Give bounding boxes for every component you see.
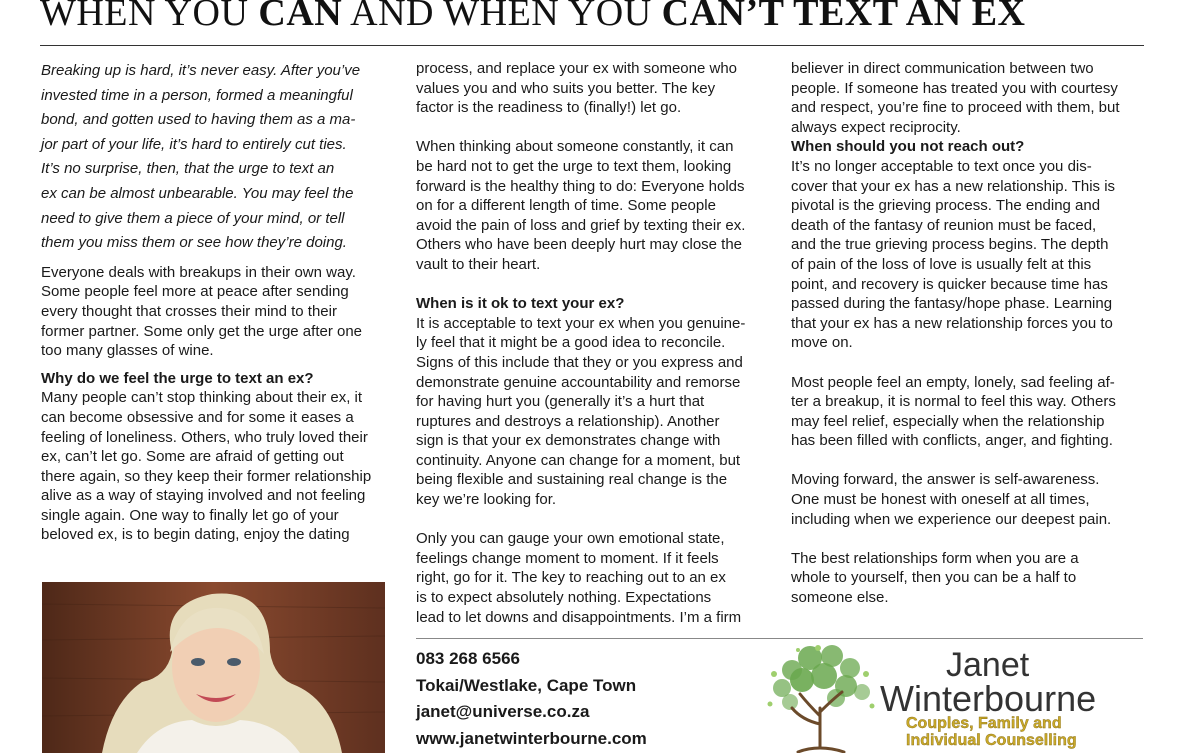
text-line: has been filled with conflicts, anger, and fighting. (791, 432, 1113, 450)
article-column-1 (41, 59, 391, 545)
text-line: for having hurt you (generally it’s a hurt that (416, 393, 705, 411)
logo-wordmark (762, 644, 1182, 753)
text-line: may feel relief, especially when the relationship (791, 412, 1105, 430)
text-line: ter a breakup, it is normal to feel this way. Others (791, 393, 1116, 411)
text-line: whole to yourself, then you can be a half to (791, 569, 1077, 587)
website-link[interactable]: www.janetwinterbourne.com (416, 728, 647, 748)
body-paragraph (416, 59, 768, 118)
text-line: forward is the healthy thing to do: Everyone holds (416, 177, 745, 195)
body-paragraph (416, 529, 768, 627)
location: Tokai/Westlake, Cape Town (416, 675, 637, 695)
text-line: sign is that your ex demonstrates change with (416, 432, 721, 450)
text-line: right, go for it. The key to reaching out to an ex (416, 569, 726, 587)
body-paragraph (416, 137, 768, 274)
author-photo (42, 582, 385, 753)
intro-line: jor part of your life, it’s hard to entirely cut ties. (41, 135, 347, 153)
intro-line: invested time in a person, formed a meaningful (41, 86, 353, 104)
intro-line: them you miss them or see how they’re doing. (41, 234, 347, 252)
logo-tagline-1: Couples, Family and (906, 715, 1062, 732)
text-line: and respect, you’re fine to proceed with them, but (791, 99, 1120, 117)
logo-tagline-2: Individual Counselling (906, 732, 1077, 749)
text-line: of pain of the loss of love is usually felt at this (791, 255, 1092, 273)
intro-line: It’s no surprise, then, that the urge to text an (41, 160, 335, 178)
text-line: there again, so they keep their former relationship (41, 467, 372, 485)
headline-rule (40, 45, 1144, 46)
text-line: former partner. Some only get the urge after one (41, 322, 363, 340)
text-line: always expect reciprocity. (791, 118, 961, 136)
text-line: on for a different length of time. Some people (416, 197, 716, 215)
text-line: cover that your ex has a new relationship. This is (791, 177, 1116, 195)
headline-part-4: CAN’T TEXT AN EX (661, 0, 1026, 34)
text-line: that your ex has a new relationship forces you to (791, 314, 1113, 332)
headline-part-1: WHEN YOU (40, 0, 259, 34)
text-line: and the true grieving process begins. The depth (791, 236, 1109, 254)
headline-part-2: CAN (258, 0, 343, 34)
text-line: passed during the fantasy/hope phase. Learning (791, 295, 1113, 313)
body-paragraph (41, 263, 391, 361)
text-line: The best relationships form when you are a (791, 549, 1079, 567)
text-line: avoid the pain of loss and grief by texting their ex. (416, 216, 746, 234)
text-line: feeling of loneliness. Others, who truly loved their (41, 428, 368, 446)
text-line: ruptures and destroys a relationship). Another (416, 412, 720, 430)
intro-line: Breaking up is hard, it’s never easy. After you’ve (41, 62, 361, 79)
article-headline (40, 0, 1150, 34)
text-line: including when we experience our deepest pain. (791, 510, 1112, 528)
text-line: can become obsessive and for some it eases a (41, 408, 354, 426)
article-column-3 (791, 59, 1143, 608)
text-line: values you and who suits you better. The key (416, 79, 716, 97)
intro-line: need to give them a piece of your mind, or tell (41, 209, 345, 227)
text-line: beloved ex, is to begin dating, enjoy the dating (41, 526, 350, 544)
text-line: point, and recovery is quicker because time has (791, 275, 1108, 293)
text-line: Most people feel an empty, lonely, sad feeling af- (791, 373, 1115, 391)
intro-line: bond, and gotten used to having them as a ma- (41, 111, 356, 129)
portrait-photo-icon (42, 582, 385, 753)
section-heading: When should you not reach out? (791, 138, 1025, 156)
text-line: people. If someone has treated you with courtesy (791, 79, 1118, 97)
text-line: death of the fantasy of reunion must be faced, (791, 216, 1097, 234)
text-line: lead to let downs and disappointments. I’m a firm (416, 608, 742, 626)
contact-block (416, 646, 746, 752)
body-paragraph (791, 549, 1143, 608)
logo-first-name: Janet (946, 646, 1030, 684)
text-line: Some people feel more at peace after sending (41, 283, 349, 301)
text-line: alive as a way of staying involved and not feeling (41, 487, 366, 505)
article-column-2 (416, 59, 768, 627)
text-line: key we’re looking for. (416, 491, 557, 509)
text-line: factor is the readiness to (finally!) let go. (416, 99, 682, 117)
logo-last-name: Winterbourne (880, 678, 1097, 719)
text-line: feelings change moment to moment. If it feels (416, 549, 719, 567)
text-line: pivotal is the grieving process. The ending and (791, 197, 1101, 215)
text-line: Everyone deals with breakups in their own way. (41, 263, 356, 281)
text-line: Many people can’t stop thinking about their ex, it (41, 389, 363, 407)
body-paragraph (791, 373, 1143, 451)
email-link[interactable]: janet@universe.co.za (416, 702, 590, 721)
text-line: continuity. Anyone can change for a moment, but (416, 451, 741, 469)
phone-number: 083 268 6566 (416, 649, 520, 668)
section-heading: When is it ok to text your ex? (416, 295, 625, 313)
text-line: Signs of this include that they or you express and (416, 353, 743, 371)
text-line: ex, can’t let go. Some are afraid of getting out (41, 448, 344, 466)
intro-line: ex can be almost unbearable. You may feel the (41, 184, 354, 202)
body-paragraph (791, 470, 1143, 529)
text-line: When thinking about someone constantly, it can (416, 138, 734, 156)
text-line: every thought that crosses their mind to their (41, 302, 337, 320)
body-paragraph (791, 157, 1143, 353)
text-line: It’s no longer acceptable to text once you dis- (791, 157, 1092, 175)
text-line: It is acceptable to text your ex when you genuine- (416, 314, 746, 332)
text-line: vault to their heart. (416, 255, 541, 273)
text-line: be hard not to get the urge to text them, looking (416, 157, 732, 175)
text-line: move on. (791, 334, 853, 352)
text-line: Others who have been deeply hurt may close the (416, 236, 743, 254)
text-line: someone else. (791, 589, 889, 607)
text-line: believer in direct communication between two (791, 60, 1094, 77)
body-paragraph (416, 314, 768, 510)
counsellor-logo (762, 644, 1182, 753)
section-heading: Why do we feel the urge to text an ex? (41, 369, 314, 387)
text-line: One must be honest with oneself at all times, (791, 491, 1090, 509)
text-line: single again. One way to finally let go of your (41, 506, 339, 524)
text-line: Only you can gauge your own emotional state, (416, 530, 725, 548)
text-line: Moving forward, the answer is self-awareness. (791, 471, 1100, 489)
text-line: process, and replace your ex with someone who (416, 60, 738, 77)
body-paragraph (41, 388, 391, 545)
text-line: too many glasses of wine. (41, 342, 214, 360)
footer-rule (416, 638, 1143, 639)
text-line: demonstrate genuine accountability and remorse (416, 373, 741, 391)
intro-paragraph (41, 59, 391, 256)
text-line: is to expect absolutely nothing. Expectations (416, 589, 712, 607)
body-paragraph (791, 59, 1143, 137)
text-line: ly feel that it might be a good idea to reconcile. (416, 334, 726, 352)
headline-part-3: AND WHEN YOU (342, 0, 662, 34)
text-line: being flexible and sustaining real change is the (416, 471, 728, 489)
